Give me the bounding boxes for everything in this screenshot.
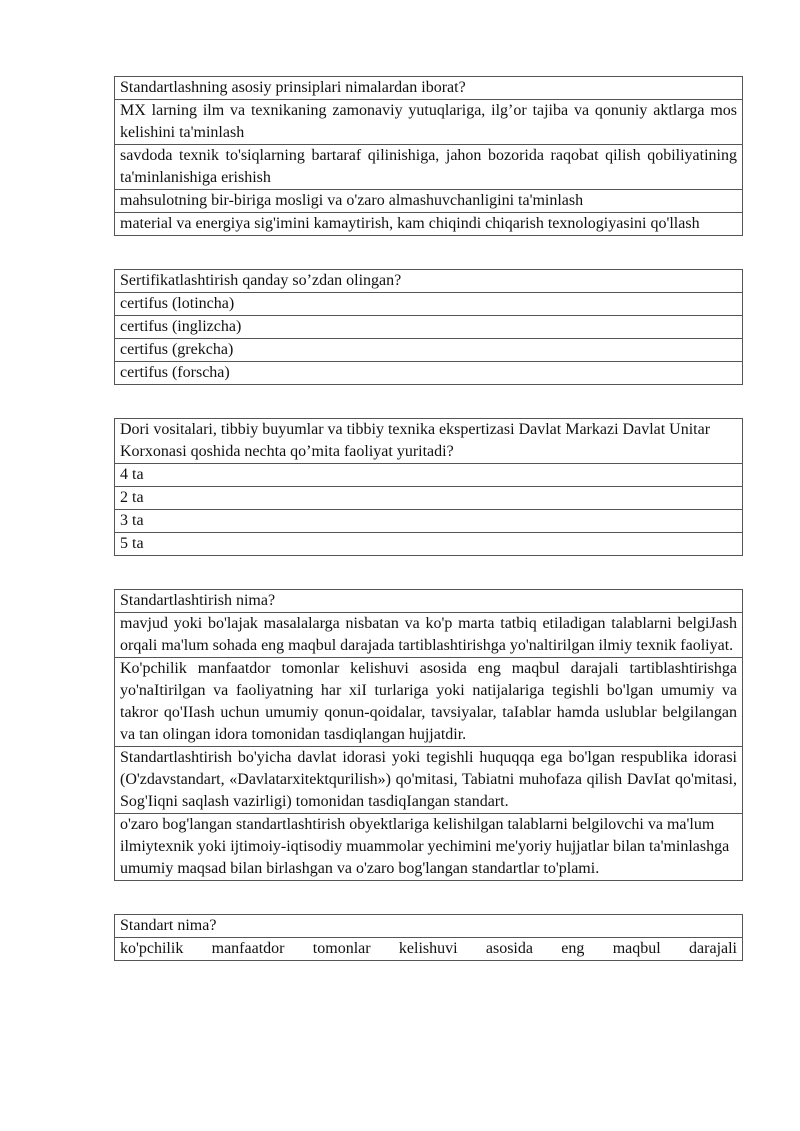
answer-option: certifus (forscha) bbox=[115, 362, 743, 385]
answer-option: Standartlashtirish bo'yicha davlat idorasi yoki tegishli huquqqa ega bo'lgan respublika idorasi (O'zdavstandart, «Davlatarxitektqurilish») qo'mitasi, Tabiatni muhofaza qilish DavIat qo'mitasi, Sog'Iiqni saqlash vazirligi) tomonidan tasdiqIangan standart. bbox=[115, 747, 743, 814]
question-block-5 bbox=[114, 914, 743, 961]
answer-option: material va energiya sig'imini kamaytirish, kam chiqindi chiqarish texnologiyasini qo'llash bbox=[115, 213, 743, 236]
answer-option: savdoda texnik to'siqlarning bartaraf qilinishiga, jahon bozorida raqobat qilish qobiliyatining ta'minlanishiga erishish bbox=[115, 145, 743, 190]
question-text: Standartlashning asosiy prinsiplari nimalardan iborat? bbox=[115, 77, 743, 100]
answer-option: mahsulotning bir-biriga mosligi va o'zaro almashuvchanligini ta'minlash bbox=[115, 190, 743, 213]
document-page bbox=[114, 76, 743, 961]
answer-option: MX larning ilm va texnikaning zamonaviy yutuqlariga, ilg’or tajiba va qonuniy aktlarga mos kelishini ta'minlash bbox=[115, 100, 743, 145]
answer-option: Ko'pchilik manfaatdor tomonlar kelishuvi asosida eng maqbul darajali tartiblashtirishga yo'naItirilgan va faoliyatning har xiI turlariga yoki natijalariga tegishli bo'lgan umumiy va takror qo'IIash uchun umumiy qonun-qoidalar, tavsiyalar, taIablar hamda uslublar belgilangan va tan olingan idora tomonidan tasdiqlangan hujjatdir. bbox=[115, 658, 743, 747]
question-text: Standart nima? bbox=[115, 915, 743, 938]
answer-option: certifus (inglizcha) bbox=[115, 316, 743, 339]
answer-option-cell bbox=[115, 938, 743, 961]
answer-option: 3 ta bbox=[115, 510, 743, 533]
answer-option: mavjud yoki bo'lajak masalalarga nisbatan va ko'p marta tatbiq etiladigan talablarni belgiJash orqali ma'lum sohada eng maqbul darajada tartiblashtirishga yo'naltirilgan ilmiy texnik faoliyat. bbox=[115, 613, 743, 658]
question-block-3 bbox=[114, 418, 743, 556]
answer-option: 2 ta bbox=[115, 487, 743, 510]
question-text: Dori vositalari, tibbiy buyumlar va tibbiy texnika ekspertizasi Davlat Markazi Davlat Unitar Korxonasi qoshida nechta qo’mita faoliyat yuritadi? bbox=[115, 419, 743, 464]
answer-option: certifus (grekcha) bbox=[115, 339, 743, 362]
question-text: Sertifikatlashtirish qanday so’zdan olingan? bbox=[115, 270, 743, 293]
answer-option: 5 ta bbox=[115, 533, 743, 556]
question-text: Standartlashtirish nima? bbox=[115, 590, 743, 613]
question-block-1 bbox=[114, 76, 743, 236]
answer-option: 4 ta bbox=[115, 464, 743, 487]
answer-option: ko'pchilik manfaatdor tomonlar kelishuvi asosida eng maqbul darajali bbox=[120, 940, 737, 957]
answer-option: o'zaro bog'langan standartlashtirish obyektlariga kelishilgan talablarni belgilovchi va ma'lum ilmiytexnik yoki ijtimoiy-iqtisodiy muammolar yechimini me'yoriy hujjatlar bilan ta'minlashga umumiy maqsad bilan birlashgan va o'zaro bog'langan standartlar to'plami. bbox=[115, 814, 743, 881]
question-block-4 bbox=[114, 589, 743, 881]
answer-option: certifus (lotincha) bbox=[115, 293, 743, 316]
question-block-2 bbox=[114, 269, 743, 385]
